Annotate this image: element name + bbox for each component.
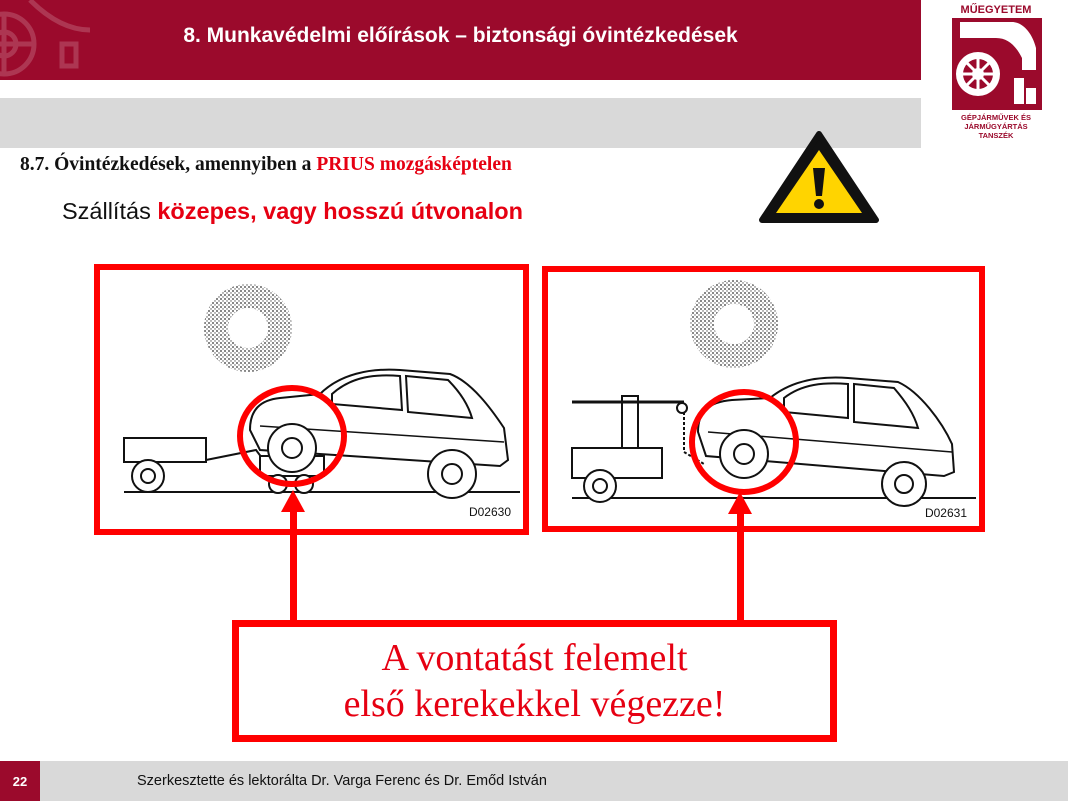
footer-credits: Szerkesztette és lektorálta Dr. Varga Ferenc és Dr. Emőd István: [137, 773, 547, 789]
logo-line-1: GÉPJÁRMŰVEK ÉS: [960, 113, 1032, 122]
logo-line-3: TANSZÉK: [978, 131, 1014, 140]
logo-top-text: MŰEGYETEM: [960, 4, 1032, 16]
callout-box: [232, 620, 837, 742]
callout-line-2: első kerekekkel végezze!: [343, 683, 726, 725]
page-title: 8. Munkavédelmi előírások – biztonsági óvintézkedések: [183, 24, 738, 47]
arrow-right: [728, 492, 752, 622]
section-heading-accent: PRIUS mozgásképtelen: [316, 154, 512, 175]
callout-line-1: A vontatást felemelt: [381, 637, 688, 679]
logo-line-2: JÁRMŰGYÁRTÁS: [964, 122, 1028, 131]
subheading-prefix: Szállítás: [62, 198, 158, 224]
section-heading-prefix: 8.7. Óvintézkedések, amennyiben a: [20, 154, 317, 175]
arrow-left: [281, 490, 305, 622]
figure-code: D02631: [924, 506, 967, 520]
footer: [0, 761, 1068, 801]
page-number: 22: [0, 761, 40, 801]
figure-code: D02630: [468, 505, 511, 519]
subheading-accent: közepes, vagy hosszú útvonalon: [157, 198, 523, 224]
